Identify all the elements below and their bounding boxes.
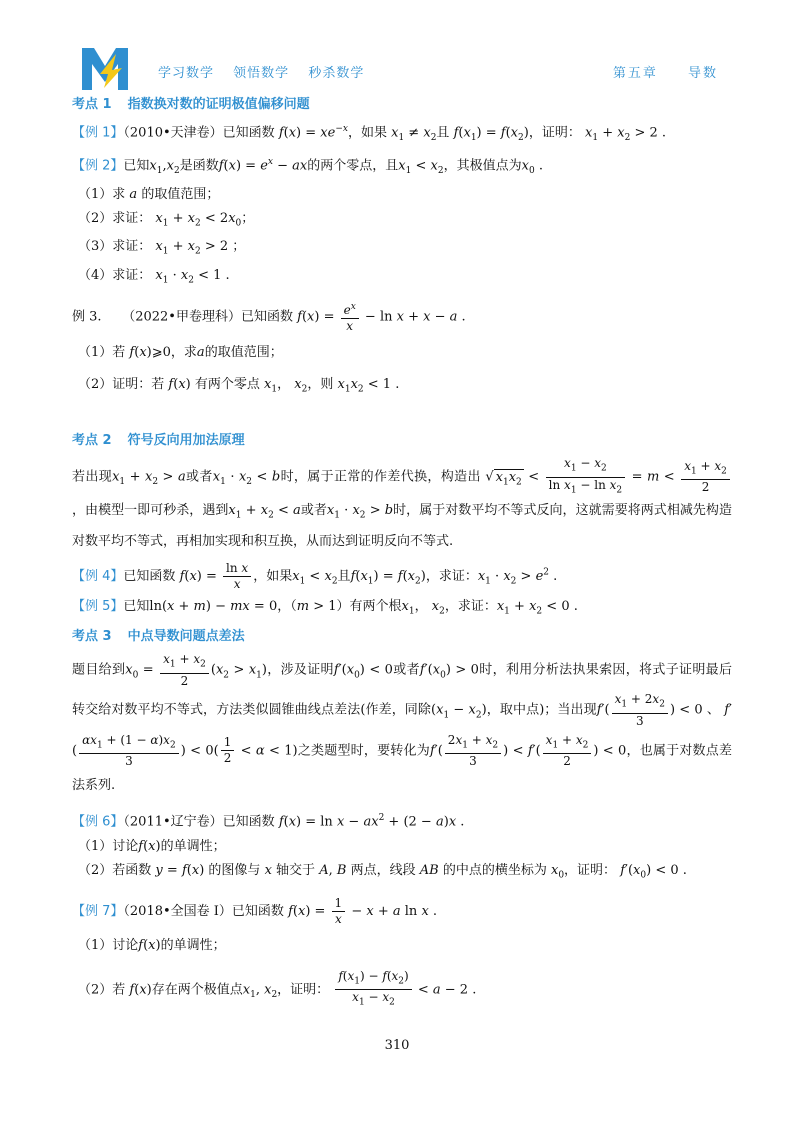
example-text: ，（ [277,598,297,614]
topic-2-heading [72,432,732,450]
question-text: （1）求 [78,186,126,202]
question-text: ，则 [307,376,334,392]
example-label: 【例 4】 [72,568,124,584]
question-text: （1）讨论 [78,838,139,854]
example-text: 的两个零点，且 [307,158,399,174]
question-text: ，求 [170,344,197,360]
example-text: ）有两个根 [336,598,402,614]
paragraph-text: 之类题型时，要转化为 [297,743,430,759]
header-item: 领悟数学 [233,66,290,81]
question-text: （4）求证： [78,268,152,284]
example-3: 例 3. （2022•甲卷理科）已知函数 f(x) = $\frac{e^x}{x}$ − ln x + x − a . [72,301,466,333]
topic-3-paragraph: 题目给到$x_0$ = $\frac{x_1 + x_2}{2}$ $(x_2 > x_1)$，涉及证明$f'(x_0) < 0$或者$f'(x_0) > 0$时，利用分析法执果索因，将式子证明最后转交给对数平均不等式，方法类似圆锥曲线点差法(作差，同除$(x_1 - x_2)$，取中点)；当出现f′( $\frac{x_1 + 2x_2}{3}$ ) < 0 、 f′( $\frac{\alpha x_1 + (1 - \alpha)x_2}{3}$ ) < 0( $\frac{1}{2}$ < α < 1)之类题型时，要转化为f′( $\frac{2x_1 + x_2}{3}$ ) < f′( $\frac{x_1 + x_2}{2}$ ) < 0，也属于对数点差法系列. [72,652,732,794]
paragraph-text: 时，利用分析法执果索因，将式子证明最后转交给对数平均不等式，方法类似圆锥曲线点差法(作差，同除 [72,662,732,719]
question-text: ，证明： [277,982,330,998]
example-text: 已知函数 [123,568,176,584]
example-3-q1: （1）若 f(x)⩾0，求a的取值范围； [78,344,283,360]
question-text: （2）若函数 [78,862,152,878]
question-text: 有两个零点 [194,376,260,392]
example-2-q1: （1）求 a 的取值范围； [78,186,220,202]
example-6: 【例 6】（2011•辽宁卷）已知函数 $f(x) = \ln x - ax^2 + (2 - a)x$ . [72,813,465,830]
example-3-q2: （2）证明：若 f(x) 有两个零点 $x_1$， $x_2$，则 $x_1x_2 < 1$ . [78,376,400,395]
example-2-q3: （3）求证： $x_1 + x_2 > 2$ ； [78,239,246,258]
paragraph-text: 题目给到 [72,662,126,678]
question-text: 轴交于 [276,862,316,878]
page-content [72,96,732,1017]
example-label: 【例 7】 [72,904,124,920]
example-text: 已知 [123,598,150,614]
topic-1-heading [72,96,732,114]
paragraph-text: 或者 [392,662,420,678]
example-text: ，如果 [253,568,293,584]
example-text: （2022•甲卷理科）已知函数 [122,309,293,325]
question-text: （2）求证： [78,210,152,226]
example-4: 【例 4】已知函数 f(x) = $\frac{\text{ln x}}{x}$ ，如果$x_1 < x_2$且$f(x_1) = f(x_2)$，求证：$x_1 \cdot x_2 > e^2$ . [72,560,558,591]
question-text: 的中点的横坐标为 [442,862,547,878]
header-chapter [589,62,718,81]
paragraph-text: 时，属于正常的作差代换，构造出 [280,469,481,485]
header-item: 秒杀数学 [308,66,365,81]
page-header [80,44,720,94]
topic-2-paragraph: 若出现$x_1 + x_2 > a$或者$x_1 \cdot x_2 < b$时，属于正常的作差代换，构造出 √ $x_1x_2$ < $\frac{x_1 - x_2}{\ln x_1 - \ln x_2}$ = m < $\frac{x_1 + x_2}{2}$ ，由模型一即可秒杀，遇到$x_1 + x_2 < a$或者$x_1 \cdot x_2 > b$时，属于对数平均不等式反向，这就需要将两式相减先构造对数平均不等式，再相加实现和积互换，从而达到证明反向不等式. [72,456,732,549]
topic-title: 符号反向用加法原理 [127,433,245,449]
example-5: 【例 5】已知ln(x + m) − mx = 0，（m > 1）有两个根$x_1$， $x_2$，求证：$x_1 + x_2 < 0$ . [72,598,578,617]
example-text: 是函数 [179,158,219,174]
question-text: （2）证明：若 [78,376,165,392]
example-label: 【例 5】 [72,598,124,614]
question-text: 的图像与 [208,862,261,878]
paragraph-text: 若出现 [72,469,113,485]
paragraph-text: 或者 [300,503,327,518]
question-text: 的单调性； [160,938,226,954]
question-text: ，证明： [564,862,617,878]
header-item: 学习数学 [158,66,215,81]
topic-number: 考点 2 [72,433,112,449]
example-text: 且 [337,568,351,584]
example-text: （2010•天津卷）已知函数 [123,125,275,141]
paragraph-text: ，涉及证明 [266,662,334,678]
topic-title: 中点导数问题点差法 [127,629,245,645]
example-2: 【例 2】已知$x_1,x_2$是函数$f(x) = e^x$ − ax的两个零点，且$x_1 < x_2$，其极值点为$x_0$ . [72,156,543,176]
paragraph-text: ，取中点)；当出现 [486,703,597,719]
example-text: ，其极值点为 [443,158,522,174]
question-text: （2）若 [78,982,126,998]
question-text: （3）求证： [78,239,152,255]
example-7: 【例 7】（2018•全国卷 I）已知函数 f(x) = $\frac{1}{x}$ − x + a ln x . [72,896,438,927]
example-text: （2011•辽宁卷）已知函数 [123,814,275,830]
example-7-q2: （2）若 f(x)存在两个极值点$x_1$, $x_2$，证明： $\frac{f(x_1) - f(x_2)}{x_1 - x_2}$ < a − 2 . [78,969,477,1008]
example-1: 【例 1】（2010•天津卷）已知函数 $f(x) = xe^{-x}$，如果 $x_1 \ne x_2$且 $f(x_1) = f(x_2)$，证明： $x_1 + x_2 > 2$ . [72,124,667,143]
paragraph-text: 时，属于对数平均不等式反向，这就需要将两式相减先构造对数平均不等式，再相加实现和积互换，从而达到证明反向不等式. [72,503,732,549]
example-label: 【例 6】 [72,814,124,830]
example-label: 例 3. [72,309,102,325]
question-text: 两点，线段 [350,862,416,878]
question-text: 存在两个极值点 [151,982,243,998]
topic-number: 考点 3 [72,629,112,645]
topic-number: 考点 1 [72,97,112,112]
example-text: 且 [436,125,450,141]
question-text: （1）讨论 [78,938,139,954]
example-text: （2018•全国卷 I）已知函数 [123,904,284,920]
example-2-q4: （4）求证： $x_1 \cdot x_2 < 1$ . [78,268,230,286]
question-text: （1）若 [78,344,126,360]
example-6-q1: （1）讨论f(x)的单调性； [78,838,226,854]
example-2-q2: （2）求证： $x_1 + x_2 < 2x_0$； [78,210,255,229]
example-text: 已知 [123,158,150,174]
logo-icon [80,44,130,92]
topic-3-heading [72,628,732,646]
example-label: 【例 2】 [72,158,124,174]
paragraph-text: ，也属于对数点差法系列. [72,743,732,794]
chapter-label: 第五章 [612,66,658,81]
topic-title: 指数换对数的证明极值偏移问题 [127,97,310,112]
example-text: ，求证： [425,568,478,584]
example-text: ，求证： [444,598,497,614]
paragraph-text: 或者 [185,469,213,485]
example-text: ，证明： [528,125,581,141]
example-text: ，如果 [347,125,387,141]
section-label: 导数 [687,66,718,81]
question-text: 的取值范围； [204,344,283,360]
header-slogans [158,62,378,81]
paragraph-text: ，由模型一即可秒杀，遇到 [72,503,229,518]
question-text: 的取值范围； [141,186,220,202]
example-6-q2: （2）若函数 y = f(x) 的图像与 x 轴交于 A, B 两点，线段 AB 的中点的横坐标为 $x_0$，证明： $f'(x_0) < 0$ . [78,862,687,881]
question-text: 的单调性； [160,838,226,854]
example-7-q1: （1）讨论f(x)的单调性； [78,938,226,954]
example-label: 【例 1】 [72,125,124,141]
page-number: 310 [384,1038,410,1053]
